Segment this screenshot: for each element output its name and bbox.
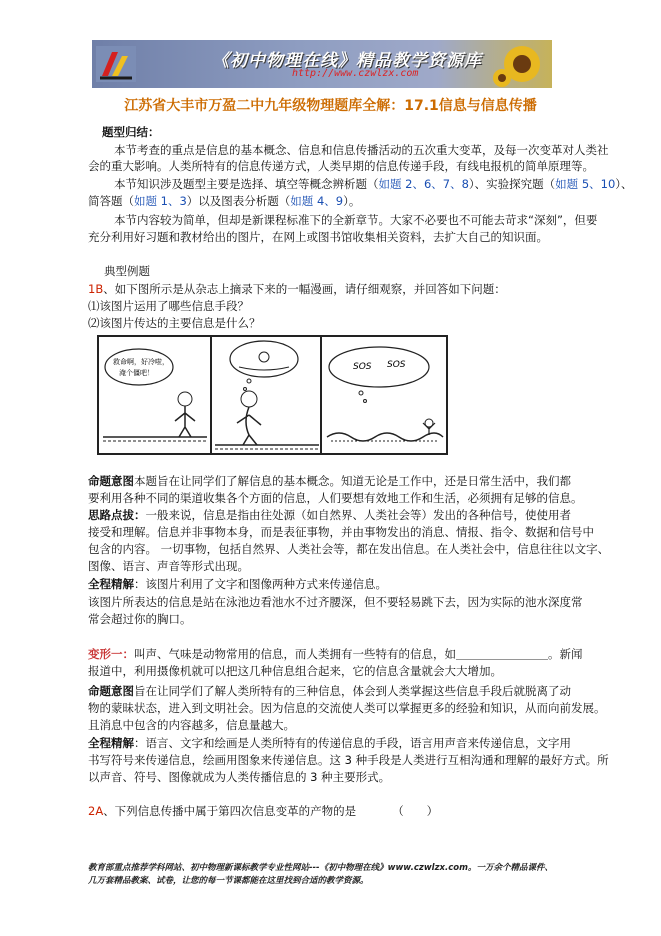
solution-label: 全程精解	[88, 577, 134, 591]
summary-ref-experiment: 如题 5、10	[555, 177, 616, 191]
summary-p3-line1: 本节内容较为简单，但却是新课程标准下的全新章节。大家不必要也不可能去苛求“深刻”，但要	[114, 213, 598, 227]
intent-label: 命题意图	[88, 474, 134, 488]
summary-ref-short-answer: 如题 1、3	[134, 194, 187, 208]
question-1-number: 1B	[88, 282, 104, 296]
variant-intent-text: 旨在让同学们了解人类所特有的三种信息，体会到人类掌握这些信息手段后就脱离了动	[134, 684, 571, 698]
variant-solution-line1	[88, 735, 571, 751]
variant-intent-line1	[88, 683, 571, 699]
variant-solution-line2: 书写符号来传递信息，绘画用图象来传递信息。这 3 种手段是人类进行互相沟通和理解的最好方式。所	[88, 753, 609, 767]
intent-line1	[88, 473, 571, 489]
hint-line3: 包含的内容。 一切事物，包括自然界、人类社会等，都在发出信息。在人类社会中，信息往往以文字、	[88, 542, 610, 556]
speech-line-2: 淹个僵吧！	[119, 369, 154, 377]
question-2	[88, 803, 438, 819]
question-1-stem: 、如下图所示是从杂志上摘录下来的一幅漫画，请仔细观察，并回答如下问题：	[103, 282, 506, 296]
solution-line3: 常会超过你的胸口。	[88, 612, 192, 626]
question-1-sub2: ⑵该图片传达的主要信息是什么？	[88, 316, 261, 330]
examples-heading: 典型例题	[104, 264, 150, 278]
summary-p2-text-a: 本节知识涉及题型主要是选择、填空等概念辨析题（	[114, 177, 379, 191]
question-1-sub1: ⑴该图片运用了哪些信息手段？	[88, 299, 249, 313]
footer-line1: 教育部重点推荐学科网站、初中物理新课标教学专业性网站---《初中物理在线》www.czwlzx.com。一万余个精品课件、	[88, 863, 553, 873]
variant-intent-label: 命题意图	[88, 684, 134, 698]
footer-line2: 几万套精品教案、试卷，让您的每一节课都能在这里找到合适的教学资源。	[88, 876, 369, 886]
variant-text: 叫声、气味是动物常用的信息，而人类拥有一些特有的信息，如＿＿＿＿＿＿＿＿。新闻	[134, 647, 583, 661]
intent-line2: 要利用各种不同的渠道收集各个方面的信息，人们要想有效地工作和生活，必须拥有足够的信息。	[88, 491, 583, 505]
sos-text-2: SOS	[387, 360, 406, 370]
banner-url[interactable]: http://www.czwlzx.com	[292, 68, 419, 79]
summary-p1-line1: 本节考查的重点是信息的基本概念、信息和信息传播活动的五次重大变革，及每一次变革对人类社	[114, 143, 609, 157]
sos-text-1: SOS	[353, 362, 372, 372]
variant-solution-label: 全程精解	[88, 736, 134, 750]
summary-p2-line2-a: 简答题（	[88, 194, 134, 208]
summary-p2-text-b: ）、实验探究题（	[468, 177, 556, 191]
comic-drawing	[99, 337, 446, 453]
hint-line1	[88, 507, 571, 523]
question-2-blank: （ ）	[392, 804, 439, 818]
summary-p2-line2-b: ）以及图表分析题（	[186, 194, 291, 208]
hint-label: 思路点拔：	[88, 508, 146, 522]
summary-ref-concept: 如题 2、6、7、8	[378, 177, 469, 191]
sunflower-icon	[490, 42, 550, 88]
variant-line1	[88, 646, 583, 662]
site-logo-icon	[96, 46, 136, 82]
hint-text: 一般来说，信息是指由往处源（如自然界、人类社会等）发出的各种信号，使使用者	[145, 508, 571, 522]
variant-line2: 报道中，利用摄像机就可以把这几种信息组合起来，它的信息含量就会大大增加。	[88, 664, 502, 678]
variant-label: 变形一：	[88, 647, 134, 661]
banner-title: 《初中物理在线》精品教学资源库	[212, 51, 482, 71]
solution-line2: 该图片所表达的信息是站在泳池边看池水不过齐腰深，但不要轻易跳下去，因为实际的池水深度常	[88, 595, 583, 609]
summary-p1-line2: 会的重大影响。人类所特有的信息传递方式，人类早期的信息传递手段，有线电报机的简单原理等。	[88, 159, 594, 173]
summary-ref-chart: 如题 4、9	[290, 194, 344, 208]
question-2-stem: 、下列信息传播中属于第四次信息变革的产物的是	[103, 804, 357, 818]
summary-p2-text-c: ）、	[615, 177, 633, 191]
summary-p3-line2: 充分利用好习题和教材给出的图片，在网上或图书馆收集相关资料，去扩大自己的知识面。	[88, 230, 548, 244]
solution-line1	[88, 576, 387, 592]
variant-solution-line3: 以声音、符号、图像就成为人类传播信息的 3 种主要形式。	[88, 770, 391, 784]
variant-solution-text: ：语言、文字和绘画是人类所特有的传递信息的手段，语言用声音来传递信息，文字用	[134, 736, 571, 750]
page-footer	[88, 862, 608, 888]
variant-intent-line3: 且消息中包含的内容越多，信息量越大。	[88, 718, 295, 732]
summary-p2-line2	[88, 193, 360, 209]
solution-text: ：该图片利用了文字和图像两种方式来传递信息。	[134, 577, 387, 591]
summary-heading: 题型归结：	[102, 125, 160, 139]
comic-strip	[97, 335, 448, 455]
variant-intent-line2: 物的蒙昧状态，进入到文明社会。因为信息的交流使人类可以掌握更多的经验和知识，从而向前发展。	[88, 701, 606, 715]
question-1	[88, 281, 506, 297]
speech-bubble	[105, 349, 173, 385]
speech-line-1: 救命啊，好冷啦，	[113, 358, 169, 366]
summary-p2-line1	[114, 176, 633, 192]
header-banner	[92, 40, 552, 88]
intent-text: 本题旨在让同学们了解信息的基本概念。知道无论是工作中，还是日常生活中，我们都	[134, 474, 571, 488]
page-title: 江苏省大丰市万盈二中九年级物理题库全解：17.1信息与信息传播	[124, 98, 537, 114]
question-2-number: 2A	[88, 804, 104, 818]
summary-p2-line2-c: ）。	[343, 194, 361, 208]
hint-line4: 图像、语言、声音等形式出现。	[88, 559, 249, 573]
hint-line2: 接受和理解。信息并非事物本身，而是表征事物，并由事物发出的消息、情报、指令、数据和信号中	[88, 525, 594, 539]
